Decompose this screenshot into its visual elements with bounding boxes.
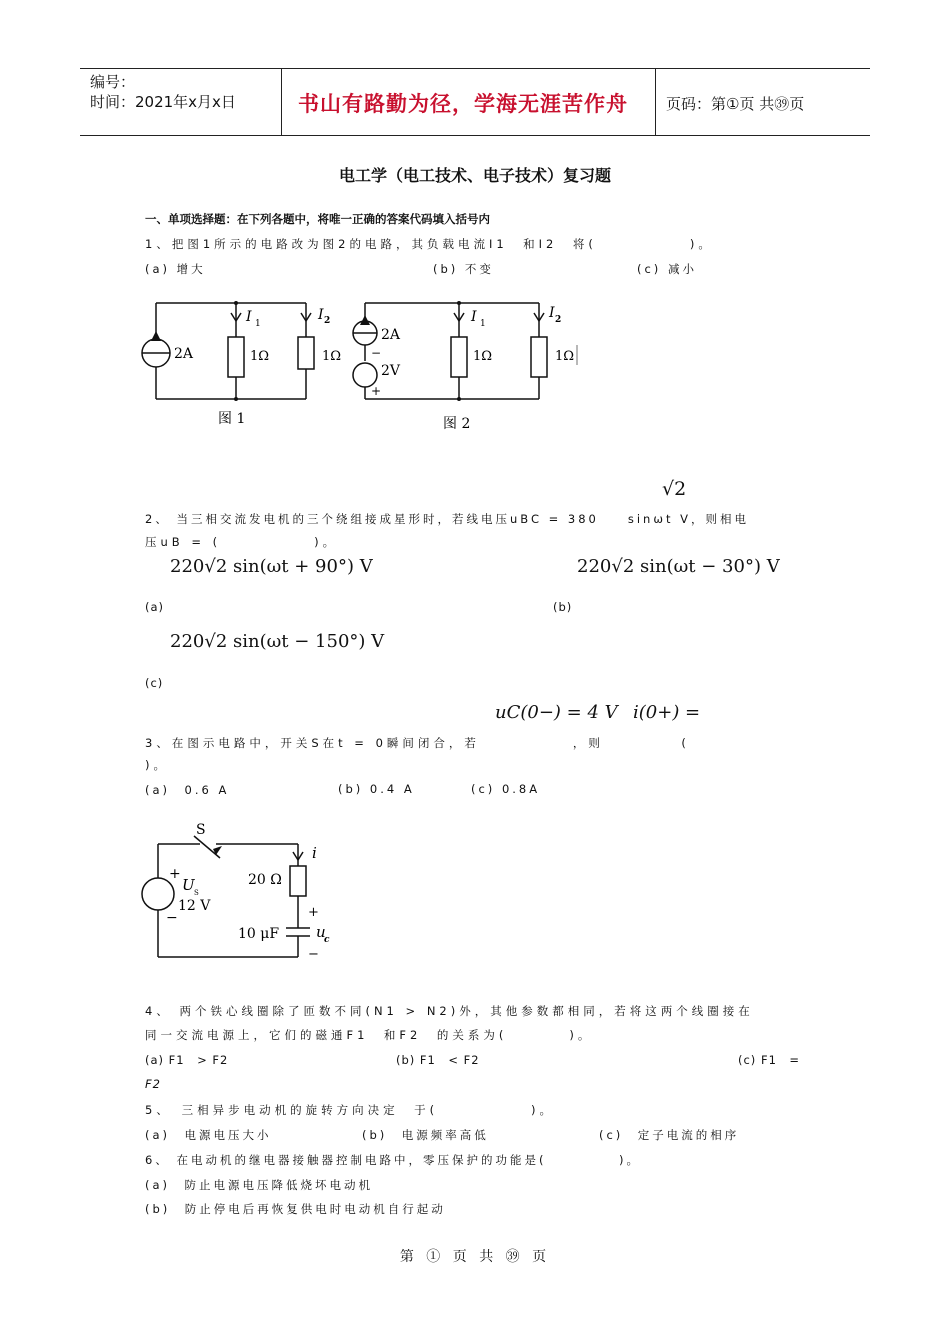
number-label: 编号： — [90, 73, 136, 91]
q2-label-c: (c) — [145, 676, 164, 690]
motto: 书山有路勤为径，学海无涯苦作舟 — [298, 92, 628, 116]
header-meta — [90, 72, 236, 112]
question-1: 1、把图1所示的电路改为图2的电路，其负载电流I1 和I2 将( )。 — [145, 237, 714, 251]
q2-label-b: (b) — [553, 600, 573, 614]
cap-plus: + — [308, 905, 319, 920]
header-divider-left — [281, 68, 282, 136]
fig1-r2-label: 1Ω — [322, 349, 342, 364]
q1-option-a: (a) 增大 — [145, 262, 206, 276]
cap-minus: − — [308, 947, 319, 962]
source-minus: − — [166, 910, 178, 926]
fig2-r1-label: 1Ω — [473, 349, 493, 364]
question-3-line1: 3、在图示电路中，开关S在t = 0瞬间闭合，若 ，则 ( — [145, 736, 690, 750]
q2-formula-b: 220√2 sin(ωt − 30°) V — [577, 556, 780, 577]
fig1-i2-sub: 2 — [324, 316, 331, 326]
fig1-source-label: 2A — [174, 346, 194, 362]
uc-label: u — [316, 923, 326, 941]
q1-option-b: (b) 不变 — [433, 262, 494, 276]
circuit-figure-2 — [345, 295, 590, 440]
cap-label: 10 μF — [238, 926, 280, 942]
page-footer: 第 ① 页 共 ㊴ 页 — [399, 1249, 551, 1265]
question-4-line1: 4、 两个铁心线圈除了匝数不同(N1 > N2)外，其他参数都相同，若将这两个线圈接在 — [145, 1004, 754, 1018]
q3-option-b: (b) 0.4 A — [338, 782, 415, 796]
question-6: 6、 在电动机的继电器接触器控制电路中，零压保护的功能是( )。 — [145, 1153, 641, 1167]
q4-option-b: (b) F1 < F2 — [396, 1053, 480, 1067]
page-code: 页码：第①页 共㊴页 — [666, 95, 805, 113]
fig1-caption: 图 1 — [218, 411, 246, 427]
question-3-line2: )。 — [145, 758, 169, 772]
sqrt-two-formula: √2 — [662, 478, 687, 500]
fig2-source2-label: 2V — [381, 363, 401, 379]
source-u-label: U — [182, 876, 195, 894]
circuit-figure-3 — [140, 818, 350, 968]
fig2-source1-label: 2A — [381, 327, 401, 343]
fig2-i1-sub: 1 — [480, 319, 486, 329]
q5-option-c: (c) 定子电流的相序 — [599, 1128, 740, 1142]
header-bottom-rule — [80, 135, 870, 136]
fig2-caption: 图 2 — [443, 416, 471, 432]
question-4-line2: 同一交流电源上，它们的磁通F1 和F2 的关系为( )。 — [145, 1028, 594, 1042]
q2-formula-a: 220√2 sin(ωt + 90°) V — [170, 556, 373, 577]
q2-label-a: (a) — [145, 600, 165, 614]
q6-option-a: (a) 防止电源电压降低烧坏电动机 — [145, 1178, 374, 1192]
fig2-r2-label: 1Ω — [555, 349, 575, 364]
current-label: i — [312, 844, 317, 862]
section-heading: 一、单项选择题：在下列各题中，将唯一正确的答案代码填入括号内 — [145, 212, 490, 226]
fig2-minus: − — [371, 346, 382, 360]
source-voltage: 12 V — [178, 898, 211, 914]
q3-formula-i: i(0+) = — [633, 702, 701, 723]
uc-sub: c — [324, 935, 330, 945]
q3-option-c: (c) 0.8A — [471, 782, 541, 796]
resistor-label: 20 Ω — [248, 872, 282, 888]
q4-option-a: (a) F1 > F2 — [145, 1053, 229, 1067]
q2-formula-c: 220√2 sin(ωt − 150°) V — [170, 631, 385, 652]
source-plus: + — [169, 866, 181, 882]
question-5: 5、 三相异步电动机的旋转方向决定 于( )。 — [145, 1103, 556, 1117]
fig1-i1-label: I — [246, 309, 252, 325]
fig2-i2-label: I — [549, 305, 555, 321]
fig2-i2-sub: 2 — [555, 315, 562, 325]
q4-option-c-cont: F2 — [145, 1077, 161, 1091]
fig1-i1-sub: 1 — [255, 319, 261, 329]
fig2-plus: + — [371, 384, 382, 398]
fig1-r1-label: 1Ω — [250, 349, 270, 364]
question-2-line2: 压uB = ( )。 — [145, 535, 339, 549]
q5-option-a: (a) 电源电压大小 — [145, 1128, 272, 1142]
circuit-figure-1 — [140, 295, 360, 435]
q5-option-b: (b) 电源频率高低 — [362, 1128, 489, 1142]
q6-option-b: (b) 防止停电后再恢复供电时电动机自行起动 — [145, 1202, 446, 1216]
document-title: 电工学（电工技术、电子技术）复习题 — [338, 166, 611, 185]
q4-option-c: (c) F1 = — [738, 1053, 801, 1067]
q3-option-a: (a) 0.6 A — [145, 783, 230, 797]
fig2-i1-label: I — [471, 309, 477, 325]
q1-option-c: (c) 减小 — [637, 262, 697, 276]
header-top-rule — [80, 68, 870, 69]
source-u-sub: S — [194, 889, 199, 897]
q3-formula-uc: uC(0−) = 4 V — [495, 702, 618, 723]
time-label: 时间：2021年x月x日 — [90, 93, 236, 111]
fig1-i2-label: I — [318, 307, 324, 323]
switch-label: S — [196, 822, 206, 838]
header-divider-right — [655, 68, 656, 136]
question-2-line1: 2、 当三相交流发电机的三个绕组接成星形时，若线电压uBC = 380 sinωt V，则相电 — [145, 512, 750, 526]
